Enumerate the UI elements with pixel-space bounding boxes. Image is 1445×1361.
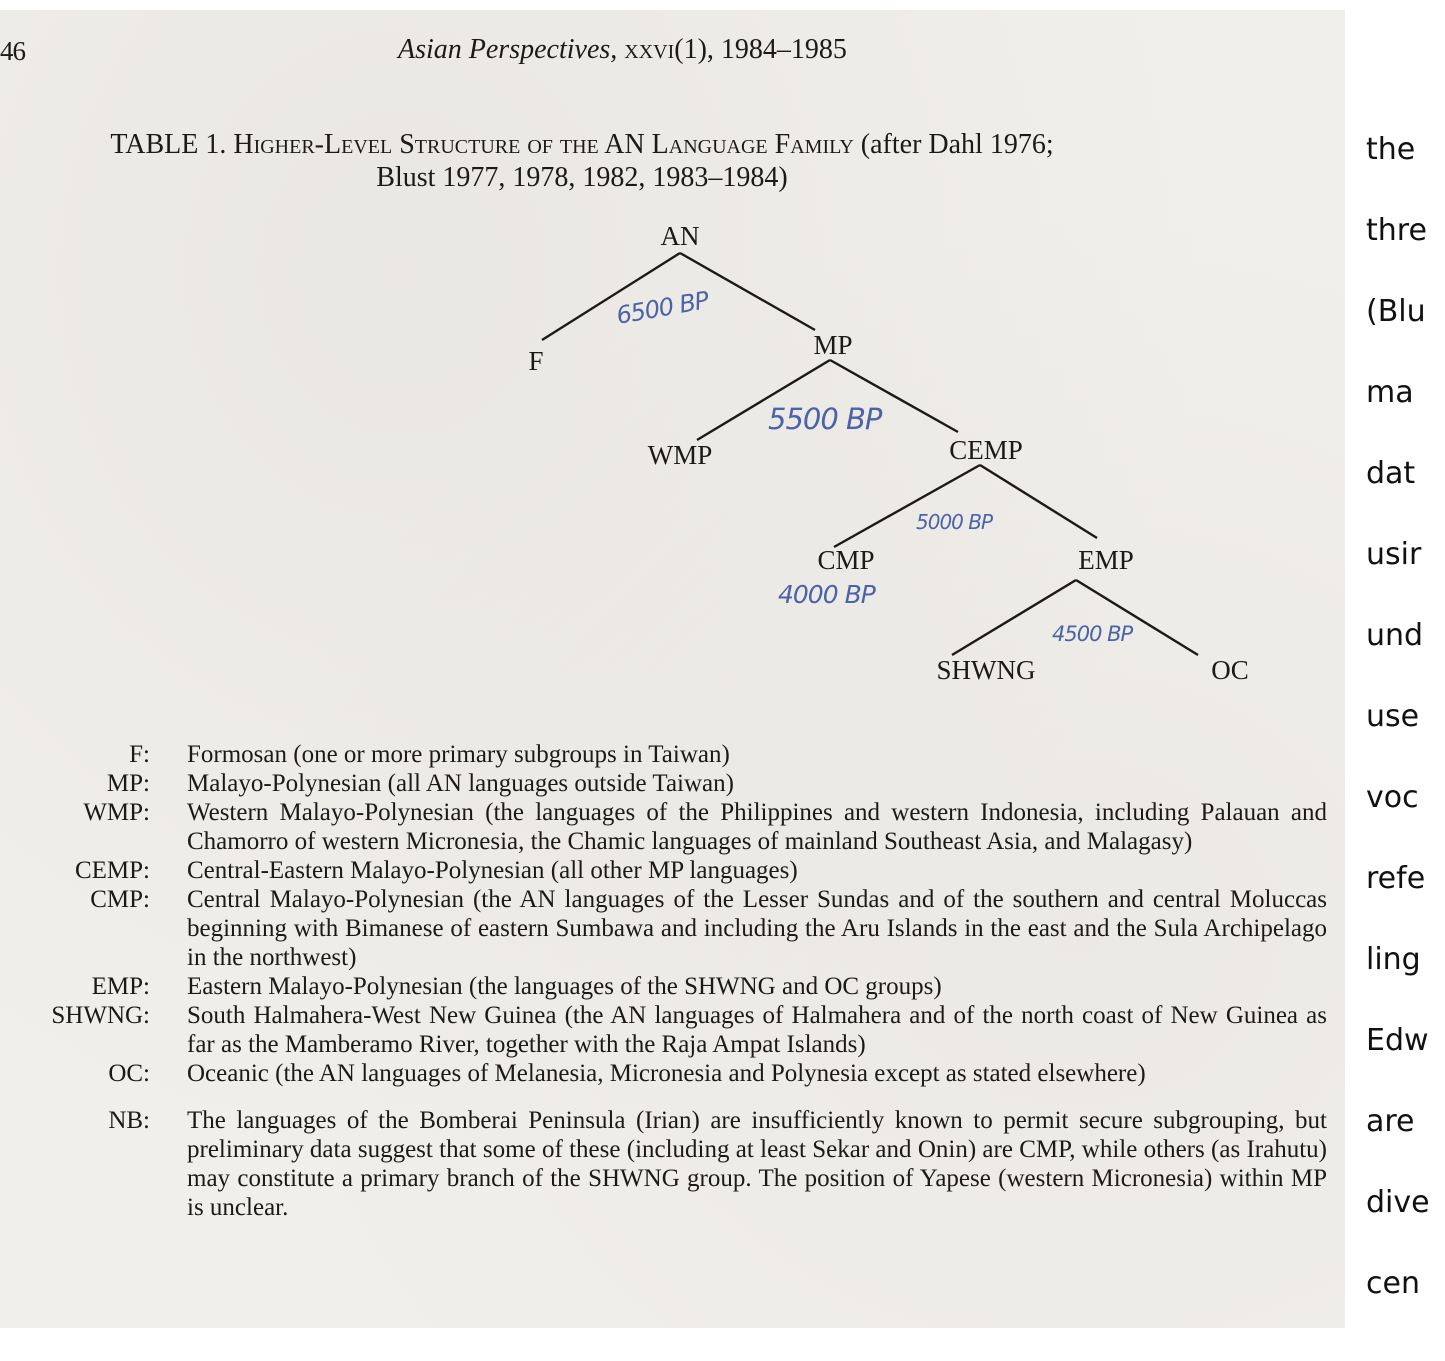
journal-volume: xxvi(1), 1984–1985	[624, 34, 847, 65]
legend-abbr: NB:	[108, 1107, 150, 1134]
legend-abbr: OC:	[108, 1060, 150, 1087]
legend-desc: Formosan (one or more primary subgroups in Taiwan)	[187, 741, 730, 768]
legend-abbr: SHWNG:	[51, 1002, 150, 1029]
node-emp: EMP	[1078, 545, 1134, 575]
handwritten-note-4000bp: 4000 BP	[778, 580, 875, 609]
legend-abbr: EMP:	[91, 973, 150, 1000]
legend-row-wmp	[0, 798, 1345, 856]
scanned-page	[0, 10, 1345, 1328]
side-text-line: voc	[1366, 780, 1419, 815]
handwritten-note-6500bp: 6500 BP	[614, 286, 711, 330]
legend-desc: Malayo-Polynesian (all AN languages outside Taiwan)	[187, 770, 734, 797]
side-text-line: refe	[1366, 861, 1426, 896]
cropped-side-text	[1366, 130, 1445, 1345]
handwritten-note-5000bp: 5000 BP	[916, 510, 993, 534]
caption-text-b: AN	[598, 129, 652, 160]
side-text-line: use	[1366, 699, 1420, 734]
legend-row-shwng	[0, 1001, 1345, 1059]
handwritten-note-5500bp: 5500 BP	[768, 402, 882, 436]
legend-desc: The languages of the Bomberai Peninsula (Irian) are insufficiently known to permit secure subgrouping, but preliminary data suggest that some of these (including at least Sekar and Onin) are CMP, while others (as Irahutu) may constitute a primary branch of the SHWNG group. The position of Yapese (western Micronesia) within MP is unclear.	[187, 1107, 1327, 1221]
legend-desc: Eastern Malayo-Polynesian (the languages of the SHWNG and OC groups)	[187, 973, 942, 1000]
node-cemp: CEMP	[949, 435, 1023, 465]
caption-text-c: Language Family	[651, 129, 854, 160]
legend-row-cemp	[0, 856, 1345, 885]
legend-abbr: WMP:	[83, 799, 150, 826]
legend-desc: South Halmahera-West New Guinea (the AN languages of Halmahera and of the north coast of New Guinea as far as the Mamberamo River, together with the Raja Ampat Islands)	[187, 1002, 1327, 1058]
journal-title: Asian Perspectives,	[398, 34, 618, 65]
side-text-line: (Blu	[1366, 294, 1426, 329]
node-an: AN	[660, 221, 700, 251]
node-mp: MP	[813, 330, 853, 360]
page-number: 46	[0, 36, 25, 66]
legend-row-emp	[0, 972, 1345, 1001]
legend-abbr: MP:	[106, 770, 150, 797]
legend-row-mp	[0, 769, 1345, 798]
node-wmp: WMP	[647, 440, 713, 470]
legend-desc: Western Malayo-Polynesian (the languages of the Philippines and western Indonesia, including Palauan and Chamorro of western Micronesia, the Chamic languages of mainland Southeast Asia, and Malagasy)	[187, 799, 1327, 855]
legend-row-oc	[0, 1059, 1345, 1088]
node-shwng: SHWNG	[936, 655, 1036, 685]
caption-text-d: (after Dahl 1976;	[853, 129, 1054, 160]
side-text-line: ling	[1366, 942, 1421, 977]
caption-line-2: Blust 1977, 1978, 1982, 1983–1984)	[376, 162, 788, 193]
legend-abbr: CEMP:	[74, 857, 150, 884]
caption-text-a: Higher-Level Structure of the	[233, 129, 599, 160]
side-text-line: the	[1366, 132, 1416, 167]
side-text-line: Edw	[1366, 1023, 1429, 1058]
legend-abbr: CMP:	[90, 886, 150, 913]
legend-desc: Oceanic (the AN languages of Melanesia, Micronesia and Polynesia except as stated elsewhere)	[187, 1060, 1146, 1087]
legend-row-f	[0, 740, 1345, 769]
side-text-line: are	[1366, 1104, 1415, 1139]
caption-label: TABLE 1.	[110, 129, 234, 160]
legend-desc: Central Malayo-Polynesian (the AN languages of the Lesser Sundas and of the southern and central Moluccas beginning with Bimanese of eastern Sumbawa and including the Aru Islands in the east and the Sula Archipelago in the northwest)	[187, 886, 1327, 971]
legend-row-cmp	[0, 885, 1345, 972]
legend-row-nb	[0, 1106, 1345, 1222]
side-text-line: und	[1366, 618, 1424, 653]
side-text-line: dat	[1366, 456, 1416, 491]
node-f: F	[528, 346, 544, 376]
handwritten-note-4500bp: 4500 BP	[1052, 622, 1133, 646]
language-tree-diagram	[0, 10, 1345, 730]
abbreviation-legend	[0, 740, 1345, 1222]
side-text-line: thre	[1366, 213, 1427, 248]
side-text-line: ma	[1366, 375, 1414, 410]
side-text-line: usir	[1366, 537, 1422, 572]
side-text-line: dive	[1366, 1185, 1430, 1220]
node-cmp: CMP	[817, 545, 875, 575]
node-oc: OC	[1211, 655, 1249, 685]
legend-desc: Central-Eastern Malayo-Polynesian (all other MP languages)	[187, 857, 798, 884]
side-text-line: cen	[1366, 1266, 1420, 1301]
legend-abbr: F:	[129, 741, 150, 768]
tree-branches	[0, 10, 1345, 730]
